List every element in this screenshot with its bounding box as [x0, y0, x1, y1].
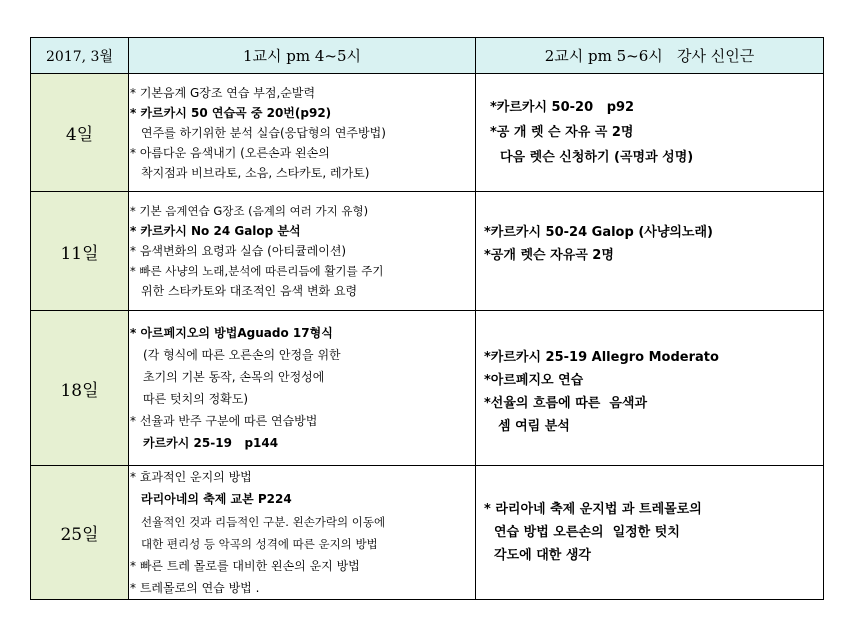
list-item: *공개 렛슨 자유곡 2명 — [484, 248, 614, 263]
list-item: * 빠른 사냥의 노래,분석에 따른리듬에 활기를 주기 — [130, 264, 384, 278]
list-item: * 라리아네 축제 운지법 과 트레몰로의 — [484, 502, 702, 517]
list-item: * 선율과 반주 구분에 따른 연습방법 — [130, 414, 318, 428]
lesson-schedule-table — [30, 37, 824, 600]
list-item: 위한 스타카토와 대조적인 음색 변화 요령 — [141, 284, 358, 298]
list-item: *공 개 렛 슨 자유 곡 2명 — [490, 125, 634, 140]
list-item: 초기의 기본 동작, 손목의 안정성에 — [143, 370, 325, 384]
list-item: 선율적인 것과 리듬적인 구분. 왼손가락의 이동에 — [141, 514, 386, 529]
period1-cell — [129, 74, 476, 192]
table-row — [31, 311, 824, 466]
table-row — [31, 192, 824, 311]
list-item: 셈 여림 분석 — [498, 419, 570, 434]
list-item: 따른 텃치의 정확도) — [143, 392, 249, 406]
list-item: (각 형식에 따른 오른손의 안정을 위한 — [143, 348, 341, 362]
header-period2: 2교시 pm 5~6시 강사 신인근 — [476, 38, 824, 74]
period2-cell — [476, 192, 824, 311]
list-item: *카르카시 25-19 Allegro Moderato — [484, 350, 719, 365]
header-row — [31, 38, 824, 74]
list-item: 연주를 하기위한 분석 실습(응답형의 연주방법) — [141, 125, 386, 140]
day-cell: 18일 — [31, 311, 129, 466]
day-cell: 4일 — [31, 74, 129, 192]
list-item: * 기본음계 G장조 연습 부점,순발력 — [130, 85, 316, 100]
list-item: 라리아네의 축제 교본 P224 — [141, 491, 292, 506]
day-cell: 11일 — [31, 192, 129, 311]
list-item: * 카르카시 No 24 Galop 분석 — [130, 224, 301, 238]
list-item: * 효과적인 운지의 방법 — [130, 469, 252, 484]
list-item: * 기본 음계연습 G장조 (음계의 여러 가지 유형) — [130, 204, 369, 218]
list-item: * 음색변화의 요령과 실습 (아티큘레이션) — [130, 244, 347, 258]
list-item: *카르카시 50-24 Galop (사냥의노래) — [484, 225, 713, 240]
list-item: 다음 렛슨 신청하기 (곡명과 성명) — [500, 150, 694, 165]
period1-cell — [129, 466, 476, 600]
list-item: 대한 편리성 등 악곡의 성격에 따른 운지의 방법 — [141, 536, 378, 551]
day-cell: 25일 — [31, 466, 129, 600]
header-date: 2017, 3월 — [31, 38, 129, 74]
list-item: 카르카시 25-19 p144 — [143, 436, 279, 450]
list-item: * 카르카시 50 연습곡 중 20번(p92) — [130, 105, 332, 120]
list-item: *아르페지오 연습 — [484, 373, 584, 388]
list-item: *선율의 흐름에 따른 음색과 — [484, 396, 648, 411]
table-row — [31, 466, 824, 600]
list-item: 각도에 대한 생각 — [494, 548, 591, 563]
period1-cell — [129, 192, 476, 311]
period1-cell — [129, 311, 476, 466]
header-period1: 1교시 pm 4~5시 — [129, 38, 476, 74]
list-item: * 트레몰로의 연습 방법 . — [130, 580, 260, 595]
list-item: * 빠른 트레 몰로를 대비한 왼손의 운지 방법 — [130, 558, 360, 573]
list-item: *카르카시 50-20 p92 — [490, 100, 635, 115]
period2-cell — [476, 466, 824, 600]
period2-cell — [476, 74, 824, 192]
list-item: 연습 방법 오른손의 일정한 텃치 — [494, 525, 680, 540]
list-item: 착지점과 비브라토, 소음, 스타카토, 레가토) — [141, 165, 370, 180]
table-row — [31, 74, 824, 192]
list-item: * 아르페지오의 방법Aguado 17형식 — [130, 326, 333, 340]
list-item: * 아름다운 음색내기 (오른손과 왼손의 — [130, 145, 330, 160]
period2-cell — [476, 311, 824, 466]
